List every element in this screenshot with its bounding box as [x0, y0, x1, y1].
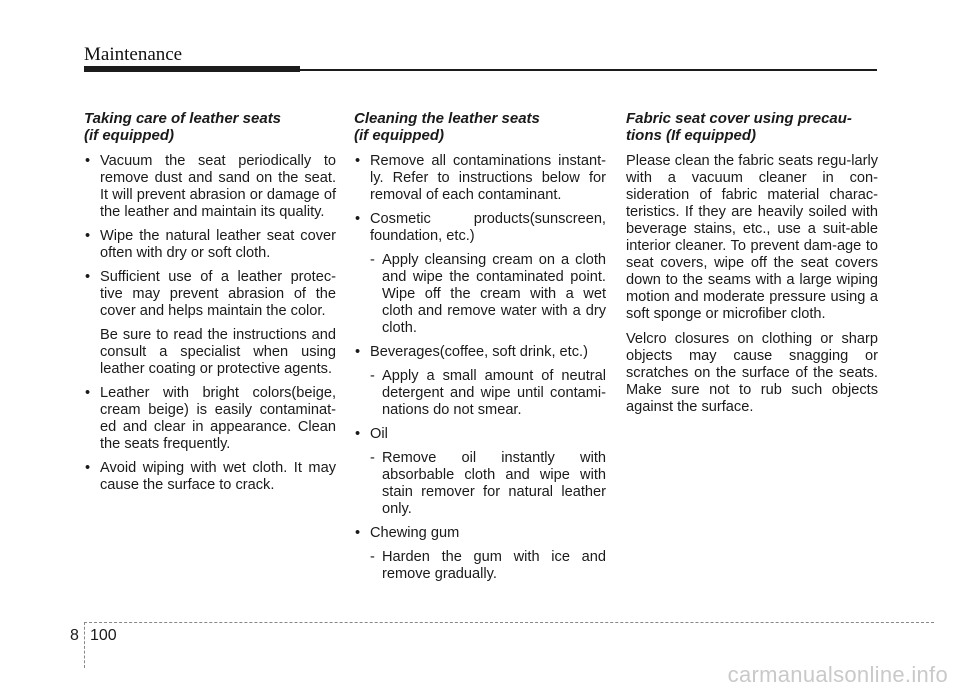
watermark-text: carmanualsonline.info	[727, 662, 948, 687]
page-number: 100	[90, 627, 117, 644]
bullet-icon: •	[355, 211, 361, 227]
section-title-fabric-seat-cover: Fabric seat cover using precau- tions (If equipped)	[626, 110, 852, 144]
list-item	[354, 211, 606, 337]
list-item-text: Vacuum the seat periodically to remove dust and sand on the seat. It will prevent abrasion or damage of the leather and maintain its quality.	[100, 153, 336, 220]
sub-item	[370, 252, 606, 337]
list-item-text: Beverages(coffee, soft drink, etc.)	[370, 344, 588, 360]
list-item	[354, 426, 606, 518]
section-title-leather-care: Taking care of leather seats (if equipped)	[84, 110, 282, 144]
dash-icon: -	[370, 368, 375, 384]
paragraph: Velcro closures on clothing or sharp objects may cause snagging or scratches on the surface of the seats. Make sure not to rub such objects against the surface.	[626, 331, 878, 415]
bullet-icon: •	[85, 228, 91, 244]
sub-item	[370, 368, 606, 419]
chapter-number: 8	[70, 627, 79, 644]
list-item	[84, 385, 336, 453]
sub-item-text: Harden the gum with ice and remove gradually.	[382, 549, 606, 582]
list-item-text: Sufficient use of a leather protec-tive may prevent abrasion of the cover and helps maintain the color.	[100, 269, 336, 319]
list-item	[354, 525, 606, 583]
column-leather-care	[84, 110, 336, 501]
dash-icon: -	[370, 252, 375, 268]
leather-cleaning-list	[354, 153, 606, 583]
list-item-text: Avoid wiping with wet cloth. It may cause the surface to crack.	[100, 460, 336, 493]
sub-item-text: Apply a small amount of neutral detergent and wipe until contami-nations do not smear.	[382, 368, 606, 418]
sub-item-text: Remove oil instantly with absorbable cloth and wipe with stain remover for natural leather only.	[382, 450, 606, 517]
bullet-icon: •	[85, 460, 91, 476]
page-header-title: Maintenance	[84, 44, 183, 65]
footer-vertical-divider	[84, 622, 85, 668]
list-item	[84, 228, 336, 262]
sub-item-text: Apply cleansing cream on a cloth and wipe the contaminated point. Wipe off the cream with a wet cloth and remove water with a dry cloth.	[382, 252, 606, 336]
list-item-text: Chewing gum	[370, 525, 460, 541]
footer-divider	[84, 622, 934, 623]
header-rule-thin	[300, 69, 877, 71]
bullet-icon: •	[355, 153, 361, 169]
bullet-icon: •	[85, 153, 91, 169]
leather-care-list	[84, 153, 336, 494]
list-item-text: Leather with bright colors(beige, cream beige) is easily contaminat-ed and clear in appearance. Clean the seats frequently.	[100, 385, 336, 452]
list-item-text: Remove all contaminations instant-ly. Refer to instructions below for removal of each contaminant.	[370, 153, 606, 203]
paragraph: Please clean the fabric seats regu-larly with a vacuum cleaner in con-sideration of fabric material charac-teristics. If they are heavily soiled with beverage stains, etc., use a suit-able interior cleaner. To prevent dam-age to seat covers, wipe off the seat covers down to the seams with a large wiping motion and moderate pressure using a soft sponge or microfiber cloth.	[626, 153, 878, 322]
bullet-icon: •	[355, 426, 361, 442]
list-item	[84, 153, 336, 221]
list-item-text: Oil	[370, 426, 388, 442]
bullet-icon: •	[355, 525, 361, 541]
section-title-leather-cleaning: Cleaning the leather seats (if equipped)	[354, 110, 540, 144]
column-fabric-seat-cover	[626, 110, 878, 424]
dash-icon: -	[370, 450, 375, 466]
bullet-icon: •	[85, 269, 91, 285]
dash-icon: -	[370, 549, 375, 565]
list-item	[84, 269, 336, 378]
column-leather-cleaning	[354, 110, 606, 590]
list-item-text: Cosmetic products(sunscreen, foundation, etc.)	[370, 211, 606, 244]
bullet-icon: •	[85, 385, 91, 401]
list-item-text: Wipe the natural leather seat cover often with dry or soft cloth.	[100, 228, 336, 261]
list-item	[354, 153, 606, 204]
list-item	[84, 460, 336, 494]
header-rule-thick	[84, 66, 300, 72]
bullet-icon: •	[355, 344, 361, 360]
sub-item	[370, 450, 606, 518]
sub-item	[370, 549, 606, 583]
list-item-note: Be sure to read the instructions and consult a specialist when using leather coating or protective agents.	[100, 327, 336, 377]
list-item	[354, 344, 606, 419]
